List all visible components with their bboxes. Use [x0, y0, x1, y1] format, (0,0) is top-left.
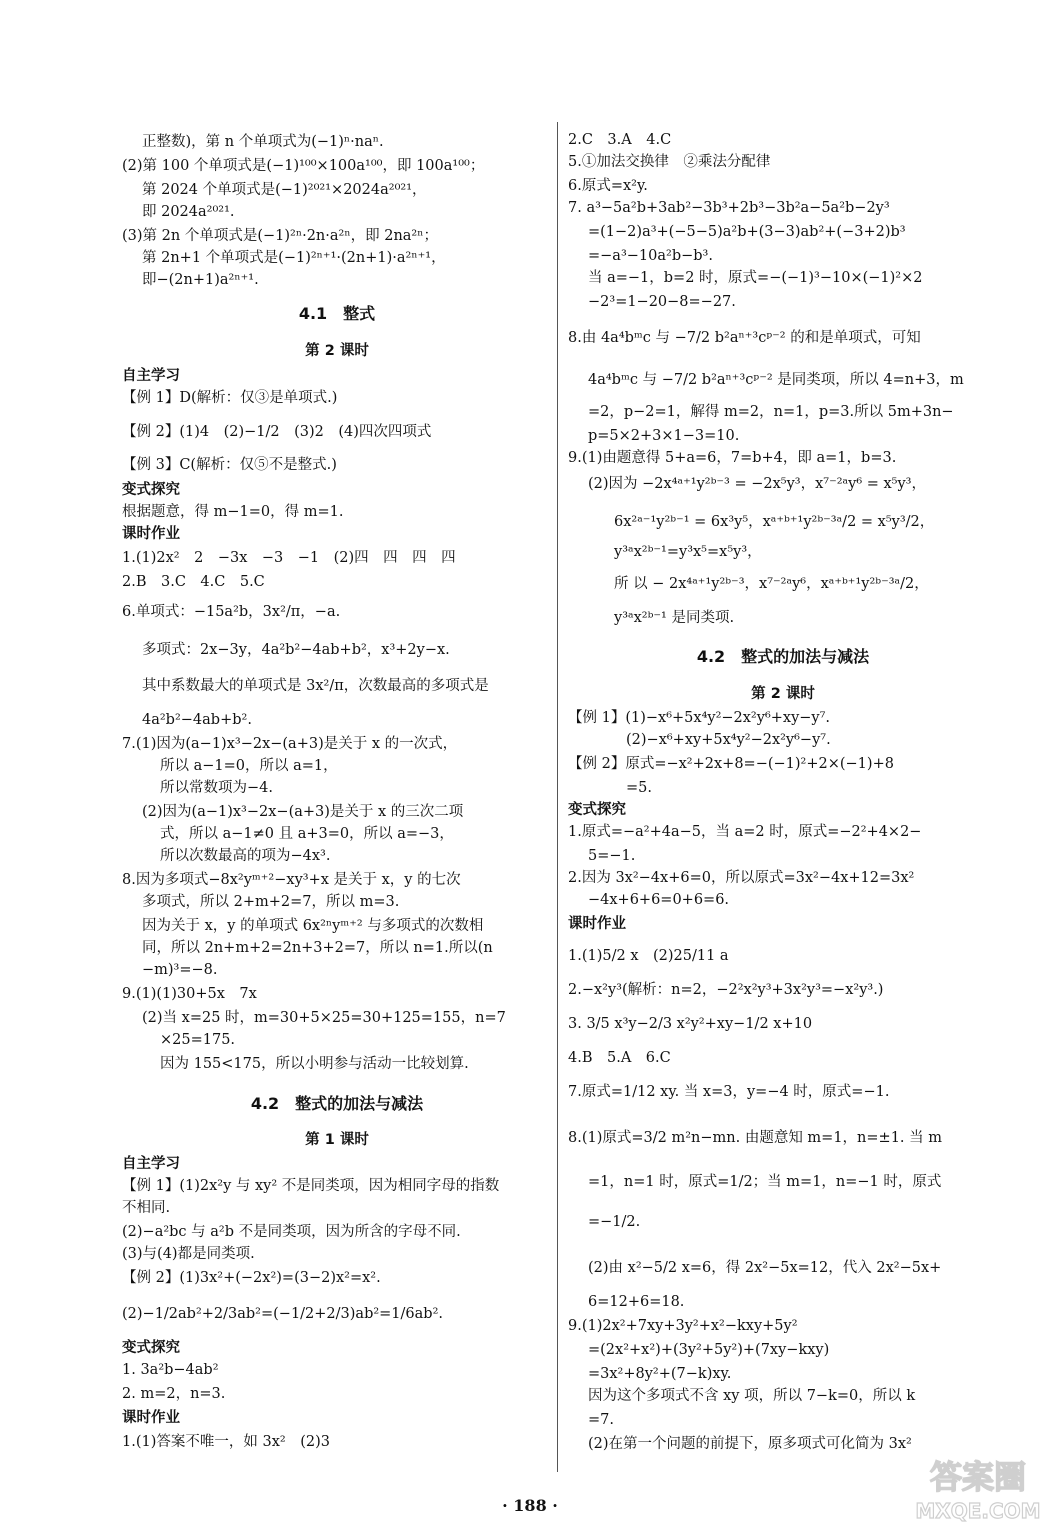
lesson-title: 第 2 课时	[751, 686, 815, 702]
text-line: 即−(2n+1)a²ⁿ⁺¹.	[142, 272, 259, 288]
heading-self-study: 自主学习	[122, 368, 180, 384]
text-line: 7.原式=1/12 xy. 当 x=3，y=−4 时，原式=−1.	[568, 1084, 890, 1100]
text-line: 第 2024 个单项式是(−1)²⁰²¹×2024a²⁰²¹，	[142, 182, 427, 198]
text-line: (2)−x⁶+xy+5x⁴y²−2x²y⁶−y⁷.	[626, 732, 831, 748]
text-line: 1.(1)答案不唯一，如 3x² (2)3	[122, 1434, 330, 1450]
text-line: 【例 1】D(解析：仅③是单项式.)	[122, 390, 338, 406]
heading-variant: 变式探究	[122, 482, 180, 498]
watermark-line2: MXQE.COM	[915, 1499, 1041, 1523]
text-line: 1. 3a²b−4ab²	[122, 1362, 219, 1378]
watermark-line1: 答案圈	[929, 1458, 1027, 1496]
text-line: 多项式：2x−3y，4a²b²−4ab+b²，x³+2y−x.	[142, 642, 450, 658]
text-line: 1.原式=−a²+4a−5，当 a=2 时，原式=−2²+4×2−	[568, 824, 922, 840]
text-line: 4a²b²−4ab+b².	[142, 712, 252, 728]
text-line: =5.	[626, 780, 652, 796]
text-line: 所 以 − 2x⁴ᵃ⁺¹y²ᵇ⁻³，x⁷⁻²ᵃy⁶，xᵃ⁺ᵇ⁺¹y²ᵇ⁻³ᵃ/2，	[614, 576, 929, 592]
text-line: 不相同.	[122, 1200, 171, 1216]
text-line: 9.(1)2x²+7xy+3y²+x²−kxy+5y²	[568, 1318, 798, 1334]
text-line: (2)因为 −2x⁴ᵃ⁺¹y²ᵇ⁻³ = −2x⁵y³，x⁷⁻²ᵃy⁶ = x⁵y³，	[588, 476, 926, 492]
text-line: (2)因为(a−1)x³−2x−(a+3)是关于 x 的三次二项	[142, 804, 464, 820]
text-line: (2)−1/2ab²+2/3ab²=(−1/2+2/3)ab²=1/6ab².	[122, 1306, 443, 1322]
text-line: 【例 2】(1)3x²+(−2x²)=(3−2)x²=x².	[122, 1270, 381, 1286]
text-line: 6.单项式：−15a²b，3x²/π，−a.	[122, 604, 341, 620]
text-line: 7.(1)因为(a−1)x³−2x−(a+3)是关于 x 的一次式，	[122, 736, 458, 752]
lesson-title: 第 1 课时	[305, 1132, 369, 1148]
text-line: p=5×2+3×1−3=10.	[588, 428, 740, 444]
section-title: 4.1 整式	[298, 304, 376, 323]
text-line: 4.B 5.A 6.C	[568, 1050, 671, 1066]
text-line: 2.C 3.A 4.C	[568, 132, 672, 148]
text-line: y³ᵃx²ᵇ⁻¹=y³x⁵=x⁵y³，	[614, 544, 762, 560]
heading-homework: 课时作业	[568, 916, 626, 932]
text-line: 6x²ᵃ⁻¹y²ᵇ⁻¹ = 6x³y⁵，xᵃ⁺ᵇ⁺¹y²ᵇ⁻³ᵃ/2 = x⁵y³/2，	[614, 514, 935, 530]
text-line: (2)当 x=25 时，m=30+5×25=30+125=155，n=7	[142, 1010, 506, 1026]
text-line: 所以次数最高的项为−4x³.	[160, 848, 331, 864]
text-line: 8.(1)原式=3/2 m²n−mn. 由题意知 m=1，n=±1. 当 m	[568, 1130, 942, 1146]
text-line: (3)第 2n 个单项式是(−1)²ⁿ·2n·a²ⁿ，即 2na²ⁿ；	[122, 228, 439, 244]
heading-variant: 变式探究	[122, 1340, 180, 1356]
text-line: 2.−x²y³(解析：n=2，−2²x²y³+3x²y³=−x²y³.)	[568, 982, 884, 998]
text-line: 即 2024a²⁰²¹.	[142, 204, 235, 220]
text-line: 5.①加法交换律 ②乘法分配律	[568, 154, 771, 170]
text-line: 2. m=2，n=3.	[122, 1386, 226, 1402]
text-line: =(1−2)a³+(−5−5)a²b+(3−3)ab²+(−3+2)b³	[588, 224, 906, 240]
heading-variant: 变式探究	[568, 802, 626, 818]
text-line: =−a³−10a²b−b³.	[588, 248, 713, 264]
text-line: 8.由 4a⁴bᵐc 与 −7/2 b²aⁿ⁺³cᵖ⁻² 的和是单项式，可知	[568, 330, 921, 346]
text-line: −m)³=−8.	[142, 962, 218, 978]
text-line: 1.(1)5/2 x (2)25/11 a	[568, 948, 729, 964]
heading-homework: 课时作业	[122, 1410, 180, 1426]
text-line: 【例 3】C(解析：仅⑤不是整式.)	[122, 457, 337, 473]
text-line: 第 2n+1 个单项式是(−1)²ⁿ⁺¹·(2n+1)·a²ⁿ⁺¹，	[142, 250, 446, 266]
text-line: 4a⁴bᵐc 与 −7/2 b²aⁿ⁺³cᵖ⁻² 是同类项，所以 4=n+3，m	[588, 372, 964, 388]
text-line: 【例 1】(1)−x⁶+5x⁴y²−2x²y⁶+xy−y⁷.	[568, 710, 831, 726]
text-line: 7. a³−5a²b+3ab²−3b³+2b³−3b²a−5a²b−2y³	[568, 200, 890, 216]
text-line: (2)在第一个问题的前提下，原多项式可化简为 3x²	[588, 1436, 912, 1452]
text-line: 根据题意，得 m−1=0，得 m=1.	[122, 504, 344, 520]
text-line: 因为这个多项式不含 xy 项，所以 7−k=0，所以 k	[588, 1388, 916, 1404]
text-line: 多项式，所以 2+m+2=7，所以 m=3.	[142, 894, 400, 910]
text-line: 【例 2】(1)4 (2)−1/2 (3)2 (4)四次四项式	[122, 424, 432, 440]
text-line: 6=12+6=18.	[588, 1294, 685, 1310]
text-line: 正整数)，第 n 个单项式为(−1)ⁿ·naⁿ.	[142, 134, 384, 150]
text-line: =−1/2.	[588, 1214, 641, 1230]
column-divider	[557, 122, 558, 1472]
text-line: 所以 a−1=0，所以 a=1，	[160, 758, 338, 774]
text-line: y³ᵃx²ᵇ⁻¹ 是同类项.	[614, 610, 735, 626]
text-line: 1.(1)2x² 2 −3x −3 −1 (2)四 四 四 四	[122, 550, 456, 566]
text-line: =3x²+8y²+(7−k)xy.	[588, 1366, 732, 1382]
text-line: 因为 155<175，所以小明参与活动一比较划算.	[160, 1056, 469, 1072]
section-title: 4.2 整式的加法与减法	[250, 1094, 424, 1113]
text-line: −4x+6+6=0+6=6.	[588, 892, 730, 908]
text-line: 当 a=−1，b=2 时，原式=−(−1)³−10×(−1)²×2	[588, 270, 923, 286]
text-line: 8.因为多项式−8x²yᵐ⁺²−xy³+x 是关于 x，y 的七次	[122, 872, 461, 888]
text-line: 9.(1)(1)30+5x 7x	[122, 986, 257, 1002]
section-title: 4.2 整式的加法与减法	[696, 647, 870, 666]
heading-homework: 课时作业	[122, 526, 180, 542]
text-line: −2³=1−20−8=−27.	[588, 294, 736, 310]
lesson-title: 第 2 课时	[305, 343, 369, 359]
text-line: =2，p−2=1，解得 m=2，n=1，p=3.所以 5m+3n−	[588, 404, 954, 420]
text-line: (2)第 100 个单项式是(−1)¹⁰⁰×100a¹⁰⁰，即 100a¹⁰⁰；	[122, 158, 485, 174]
text-line: 3. 3/5 x³y−2/3 x²y²+xy−1/2 x+10	[568, 1016, 813, 1032]
text-line: =(2x²+x²)+(3y²+5y²)+(7xy−kxy)	[588, 1342, 830, 1358]
text-line: 2.B 3.C 4.C 5.C	[122, 574, 265, 590]
text-line: (2)由 x²−5/2 x=6，得 2x²−5x=12，代入 2x²−5x+	[588, 1260, 942, 1276]
text-line: =7.	[588, 1412, 614, 1428]
text-line: (3)与(4)都是同类项.	[122, 1246, 255, 1262]
text-line: 其中系数最大的单项式是 3x²/π，次数最高的多项式是	[142, 678, 489, 694]
text-line: 【例 1】(1)2x²y 与 xy² 不是同类项，因为相同字母的指数	[122, 1178, 500, 1194]
text-line: =1，n=1 时，原式=1/2；当 m=1，n=−1 时，原式	[588, 1174, 942, 1190]
heading-self-study: 自主学习	[122, 1156, 180, 1172]
text-line: 9.(1)由题意得 5+a=6，7=b+4，即 a=1，b=3.	[568, 450, 897, 466]
text-line: 因为关于 x，y 的单项式 6x²ⁿyᵐ⁺² 与多项式的次数相	[142, 918, 484, 934]
text-line: 式，所以 a−1≠0 且 a+3=0，所以 a=−3，	[160, 826, 454, 842]
text-line: 所以常数项为−4.	[160, 780, 273, 796]
text-line: ×25=175.	[160, 1032, 236, 1048]
text-line: 2.因为 3x²−4x+6=0，所以原式=3x²−4x+12=3x²	[568, 870, 915, 886]
text-line: 5=−1.	[588, 848, 636, 864]
page-number: · 188 ·	[502, 1496, 558, 1515]
text-line: 6.原式=x²y.	[568, 178, 648, 194]
text-line: 同，所以 2n+m+2=2n+3+2=7，所以 n=1.所以(n	[142, 940, 493, 956]
text-line: 【例 2】原式=−x²+2x+8=−(−1)²+2×(−1)+8	[568, 756, 894, 772]
text-line: (2)−a²bc 与 a²b 不是同类项，因为所含的字母不同.	[122, 1224, 461, 1240]
watermark-logo	[908, 1448, 1048, 1528]
